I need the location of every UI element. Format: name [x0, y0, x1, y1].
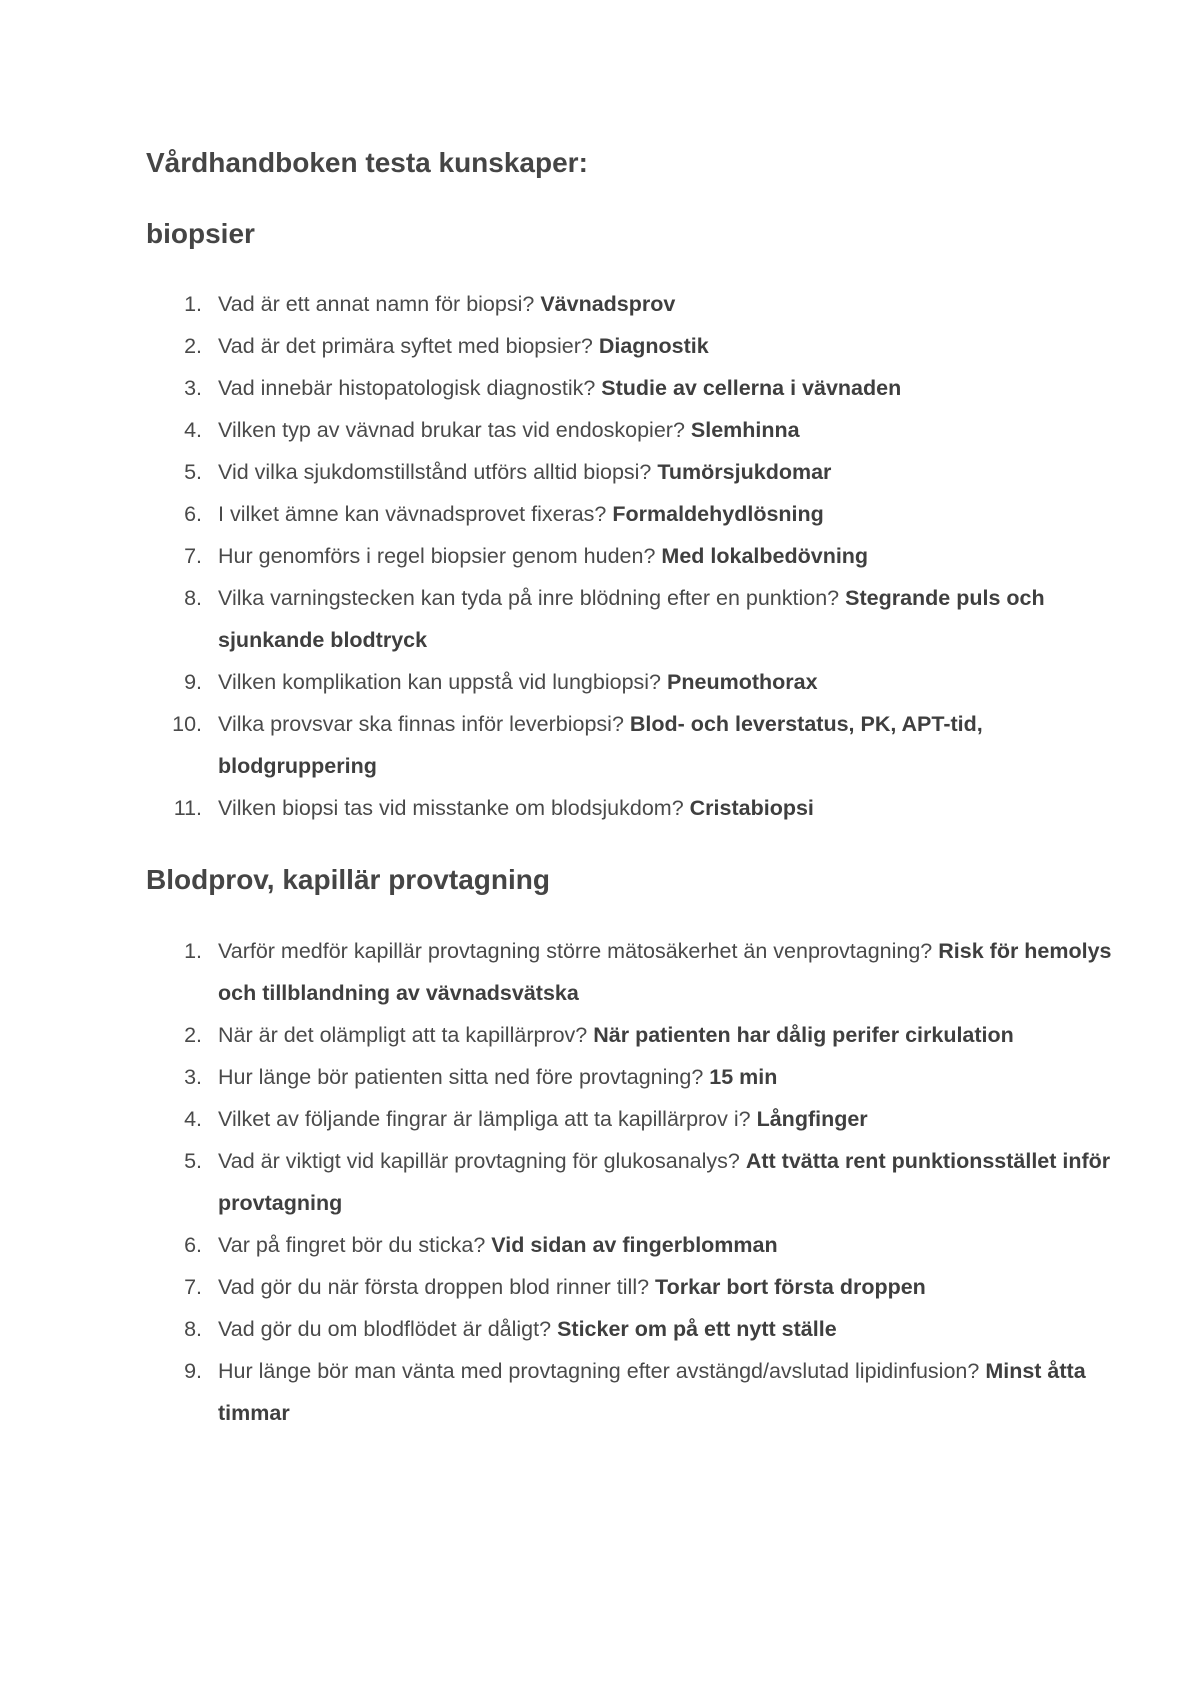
answer-text: Risk för hemolys och tillblandning av vävnadsvätska	[218, 939, 1112, 1005]
answer-text: Slemhinna	[690, 418, 800, 442]
question-text: Var på fingret bör du sticka?	[218, 1233, 486, 1257]
answer-text: Tumörsjukdomar	[657, 460, 832, 484]
item-number: 9.	[184, 670, 202, 694]
question-text: I vilket ämne kan vävnadsprovet fixeras?	[218, 502, 613, 526]
list-item	[146, 1014, 1126, 1056]
question-text: Vad gör du när första droppen blod rinner till?	[218, 1275, 650, 1299]
question-text: Vilken komplikation kan uppstå vid lungbiopsi?	[218, 670, 662, 694]
item-number: 7.	[184, 544, 202, 568]
answer-text: Studie av cellerna i vävnaden	[601, 376, 902, 400]
item-number: 4.	[184, 418, 202, 442]
list-item	[146, 787, 1126, 829]
item-number: 7.	[184, 1275, 202, 1299]
question-text: Vilka provsvar ska finnas inför leverbiopsi?	[218, 712, 624, 736]
answer-text: Stegrande puls och sjunkande blodtryck	[218, 586, 1045, 652]
section-heading-biopsier: biopsier	[146, 218, 255, 249]
list-item	[146, 1098, 1126, 1140]
item-number: 10.	[172, 712, 202, 736]
list-item	[146, 367, 1126, 409]
item-number: 2.	[184, 334, 202, 358]
list-item	[146, 577, 1126, 661]
list-item	[146, 283, 1126, 325]
list-item	[146, 493, 1126, 535]
answer-text: Pneumothorax	[667, 670, 818, 694]
item-number: 1.	[184, 292, 202, 316]
question-text: Vilken biopsi tas vid misstanke om blodsjukdom?	[218, 796, 684, 820]
question-text: Vad innebär histopatologisk diagnostik?	[218, 376, 602, 400]
item-number: 6.	[184, 1233, 202, 1257]
list-item	[146, 1266, 1126, 1308]
question-text: Vad är ett annat namn för biopsi?	[218, 292, 541, 316]
item-number: 3.	[184, 376, 202, 400]
item-number: 8.	[184, 586, 202, 610]
item-number: 6.	[184, 502, 202, 526]
question-text: Vad gör du om blodflödet är dåligt?	[218, 1317, 552, 1341]
answer-text: Formaldehydlösning	[612, 502, 824, 526]
question-text: Varför medför kapillär provtagning större mätosäkerhet än venprovtagning?	[218, 939, 933, 963]
item-number: 4.	[184, 1107, 202, 1131]
question-text: Hur länge bör patienten sitta ned före provtagning?	[218, 1065, 704, 1089]
answer-text: Långfinger	[756, 1107, 868, 1131]
answer-text: Med lokalbedövning	[661, 544, 869, 568]
answer-text: När patienten har dålig perifer cirkulation	[593, 1023, 1014, 1047]
answer-text: Blod- och leverstatus, PK, APT-tid, blodgruppering	[218, 712, 983, 778]
answer-text: Vävnadsprov	[540, 292, 676, 316]
item-number: 2.	[184, 1023, 202, 1047]
section-heading-blodprov: Blodprov, kapillär provtagning	[146, 864, 550, 895]
answer-text: Sticker om på ett nytt ställe	[557, 1317, 837, 1341]
answer-text: 15 min	[709, 1065, 778, 1089]
list-item	[146, 1308, 1126, 1350]
item-number: 5.	[184, 460, 202, 484]
question-text: Hur genomförs i regel biopsier genom huden?	[218, 544, 662, 568]
question-text: Hur länge bör man vänta med provtagning efter avstängd/avslutad lipidinfusion?	[218, 1359, 980, 1383]
answer-text: Cristabiopsi	[689, 796, 814, 820]
question-list-biopsier	[146, 283, 1126, 829]
question-text: Vad är det primära syftet med biopsier?	[218, 334, 593, 358]
question-text: Vilka varningstecken kan tyda på inre blödning efter en punktion?	[218, 586, 840, 610]
list-item	[146, 325, 1126, 367]
answer-text: Minst åtta timmar	[218, 1359, 1086, 1425]
list-item	[146, 1350, 1126, 1434]
answer-text: Torkar bort första droppen	[655, 1275, 926, 1299]
list-item	[146, 930, 1126, 1014]
item-number: 9.	[184, 1359, 202, 1383]
list-item	[146, 661, 1126, 703]
answer-text: Vid sidan av fingerblomman	[491, 1233, 778, 1257]
item-number: 8.	[184, 1317, 202, 1341]
list-item	[146, 1140, 1126, 1224]
answer-text: Att tvätta rent punktionsstället inför provtagning	[218, 1149, 1111, 1215]
list-item	[146, 535, 1126, 577]
item-number: 3.	[184, 1065, 202, 1089]
item-number: 11.	[173, 796, 202, 820]
list-item	[146, 1056, 1126, 1098]
question-text: När är det olämpligt att ta kapillärprov?	[218, 1023, 588, 1047]
question-list-blodprov	[146, 930, 1126, 1434]
answer-text: Diagnostik	[598, 334, 709, 358]
list-item	[146, 409, 1126, 451]
question-text: Vilken typ av vävnad brukar tas vid endoskopier?	[218, 418, 691, 442]
question-text: Vid vilka sjukdomstillstånd utförs alltid biopsi?	[218, 460, 652, 484]
item-number: 1.	[184, 939, 202, 963]
item-number: 5.	[184, 1149, 202, 1173]
question-text: Vad är viktigt vid kapillär provtagning för glukosanalys?	[218, 1149, 740, 1173]
list-item	[146, 703, 1126, 787]
question-text: Vilket av följande fingrar är lämpliga att ta kapillärprov i?	[218, 1107, 751, 1131]
list-item	[146, 1224, 1126, 1266]
list-item	[146, 451, 1126, 493]
document-title: Vårdhandboken testa kunskaper:	[146, 147, 588, 178]
